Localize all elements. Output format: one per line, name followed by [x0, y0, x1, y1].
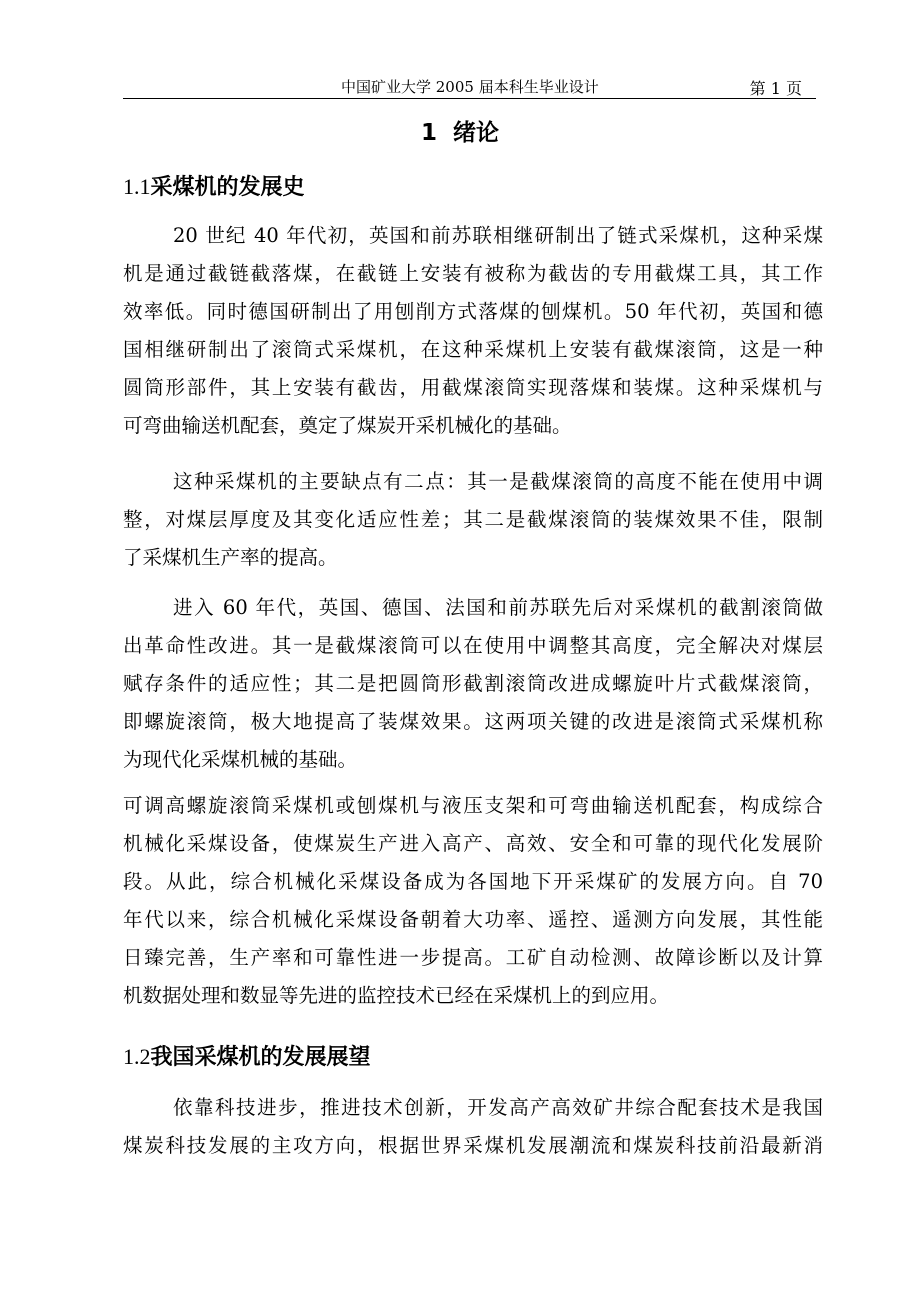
text-line: 圆筒形部件，其上安装有截齿，用截煤滚筒实现落煤和装煤。这种采煤机与 — [123, 376, 823, 399]
header-page-number: 第 1 页 — [749, 79, 802, 98]
text-line: 段。从此，综合机械化采煤设备成为各国地下开采煤矿的发展方向。自 70 — [123, 870, 823, 893]
text-line: 年代以来，综合机械化采煤设备朝着大功率、遥控、遥测方向发展，其性能 — [123, 908, 823, 931]
chapter-heading — [0, 114, 920, 147]
section-heading — [123, 1040, 371, 1071]
text-line: 依靠科技进步，推进技术创新，开发高产高效矿井综合配套技术是我国 — [173, 1096, 823, 1119]
text-line: 进入 60 年代，英国、德国、法国和前苏联先后对采煤机的截割滚筒做 — [173, 596, 823, 619]
text-line: 赋存条件的适应性；其二是把圆筒形截割滚筒改进成螺旋叶片式截煤滚筒， — [123, 672, 823, 695]
header-title: 中国矿业大学 2005 届本科生毕业设计 — [341, 78, 599, 96]
chapter-number: 1 — [420, 120, 437, 146]
text-line: 机数据处理和数显等先进的监控技术已经在采煤机上的到应用。 — [123, 984, 670, 1007]
text-line: 煤炭科技发展的主攻方向，根据世界采煤机发展潮流和煤炭科技前沿最新消 — [123, 1134, 823, 1157]
section-number: 1.2 — [123, 1044, 151, 1069]
text-line: 了采煤机生产率的提高。 — [123, 546, 338, 569]
text-line: 机是通过截链截落煤，在截链上安装有被称为截齿的专用截煤工具，其工作 — [123, 262, 823, 285]
text-line: 整，对煤层厚度及其变化适应性差；其二是截煤滚筒的装煤效果不佳，限制 — [123, 508, 823, 531]
text-line: 20 世纪 40 年代初，英国和前苏联相继研制出了链式采煤机，这种采煤 — [173, 224, 823, 247]
text-line: 即螺旋滚筒，极大地提高了装煤效果。这两项关键的改进是滚筒式采煤机称 — [123, 710, 823, 733]
section-title: 采煤机的发展史 — [150, 175, 305, 200]
text-line: 可弯曲输送机配套，奠定了煤炭开采机械化的基础。 — [123, 414, 572, 437]
text-line: 可调高螺旋滚筒采煤机或刨煤机与液压支架和可弯曲输送机配套，构成综合 — [123, 794, 823, 817]
section-title: 我国采煤机的发展展望 — [150, 1045, 371, 1070]
text-line: 效率低。同时德国研制出了用刨削方式落煤的刨煤机。50 年代初，英国和德 — [123, 300, 823, 323]
section-heading — [123, 170, 305, 201]
text-line: 这种采煤机的主要缺点有二点：其一是截煤滚筒的高度不能在使用中调 — [173, 470, 823, 493]
chapter-title: 绪论 — [453, 120, 500, 146]
text-line: 机械化采煤设备，使煤炭生产进入高产、高效、安全和可靠的现代化发展阶 — [123, 832, 823, 855]
page-header — [123, 74, 816, 99]
text-line: 日臻完善，生产率和可靠性进一步提高。工矿自动检测、故障诊断以及计算 — [123, 946, 823, 969]
text-line: 为现代化采煤机械的基础。 — [123, 748, 358, 771]
text-line: 国相继研制出了滚筒式采煤机，在这种采煤机上安装有截煤滚筒，这是一种 — [123, 338, 823, 361]
text-line: 出革命性改进。其一是截煤滚筒可以在使用中调整其高度，完全解决对煤层 — [123, 634, 823, 657]
section-number: 1.1 — [123, 174, 151, 199]
